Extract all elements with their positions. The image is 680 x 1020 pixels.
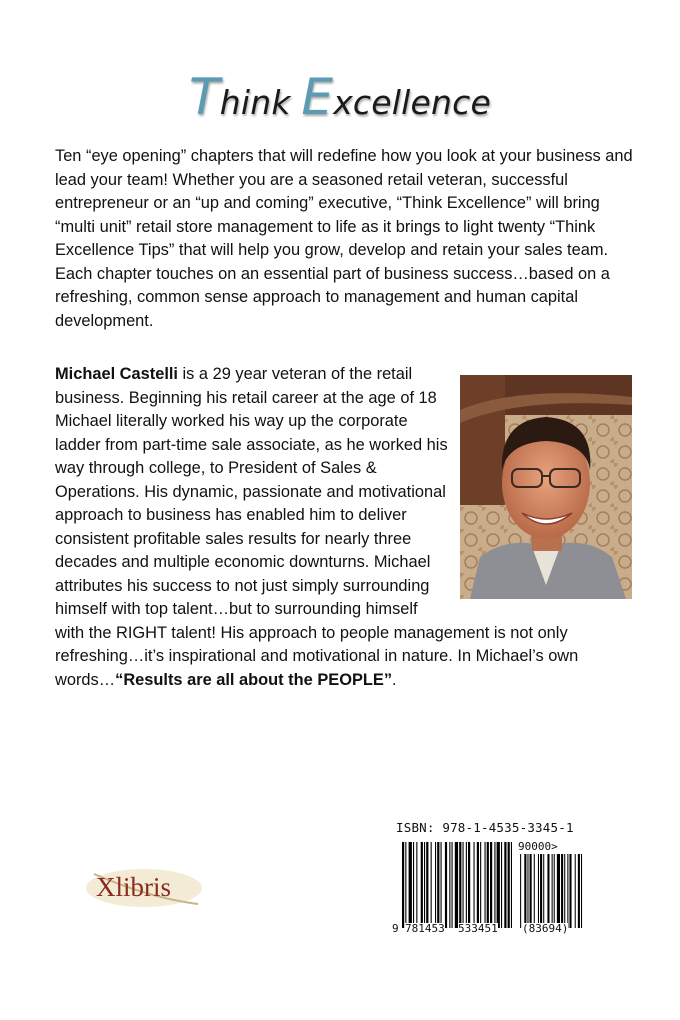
title-text-2: xcellence (333, 83, 491, 122)
isbn-label: ISBN: 978-1-4535-3345-1 (396, 820, 574, 835)
author-photo (460, 375, 632, 599)
author-name: Michael Castelli (55, 365, 178, 383)
title-cap-e: E (301, 68, 334, 126)
barcode-group-1: 781453 (405, 922, 445, 935)
barcode-group-2: 533451 (458, 922, 498, 935)
barcode-code: (83694) (522, 922, 569, 935)
title-text-1: hink (219, 83, 302, 122)
barcode-lead-digit: 9 (392, 922, 399, 935)
publisher-logo (80, 862, 208, 912)
author-bio (55, 363, 635, 692)
book-description: Ten “eye opening” chapters that will redefine how you look at your business and lead your team! Whether you are a seasoned retail veteran, successful entrepreneur or an “up and coming” executive, “Think Excellence” will bring “multi unit” retail store management to life as it brings to light twenty “Think Excellence Tips” that will help you grow, develop and retain your sales team. Each chapter touches on an essential part of business success…based on a refreshing, common sense approach to management and human capital development. (55, 147, 633, 330)
bio-end: . (392, 670, 397, 689)
isbn-barcode (392, 820, 592, 945)
bio-text: is a 29 year veteran of the retail business. Beginning his retail career at the age of 18 Michael literally worked his way up the corporate ladder from part-time sale associate, as he worked his way through college, to President of Sales & Operations. His dynamic, passionate and motivational approach to business has enabled him to deliver consistent profitable sales results for nearly three decades and multiple economic downturns. Michael attributes his success to not just simply surrounding himself with top talent…but to surrounding himself with the RIGHT talent! His approach to people management is not only refreshing…it’s inspirational and motivational in nature. In Michael’s own words… (55, 365, 579, 689)
publisher-name: Xlibris (96, 872, 172, 902)
title-cap-t: T (189, 68, 220, 126)
author-quote: “Results are all about the PEOPLE” (115, 670, 393, 689)
book-title (0, 68, 680, 126)
barcode-addon: 90000> (518, 840, 558, 853)
svg-text:Xlibris (96, 872, 171, 902)
